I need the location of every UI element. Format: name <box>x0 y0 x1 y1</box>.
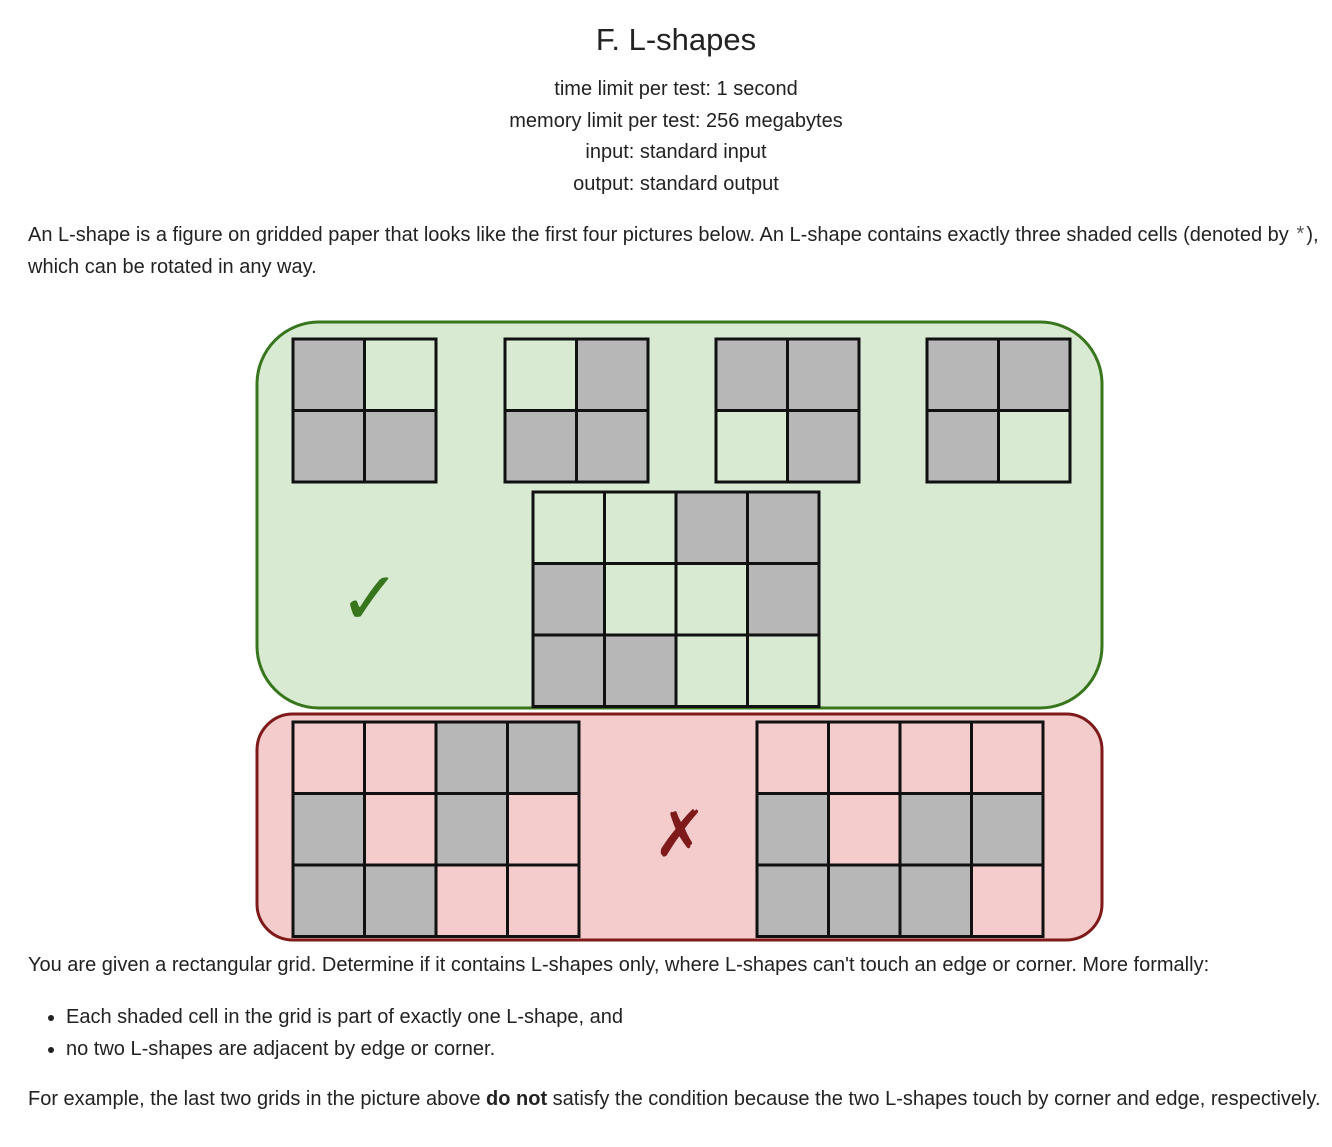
valid-grid-5 <box>533 492 819 707</box>
empty-cell <box>748 635 820 707</box>
cross-mark-icon: ✗ <box>653 798 707 872</box>
shaded-cell <box>927 411 999 483</box>
shaded-cell <box>436 722 508 794</box>
statement-paragraph-3 <box>28 1084 1328 1114</box>
shaded-cell <box>505 411 577 483</box>
valid-grid-1 <box>293 339 436 482</box>
shaded-cell <box>676 492 748 564</box>
empty-cell <box>436 865 508 937</box>
shaded-cell <box>508 722 580 794</box>
empty-cell <box>716 411 788 483</box>
valid-grid-3 <box>716 339 859 482</box>
shaded-cell <box>829 865 901 937</box>
problem-title: F. L-shapes <box>595 22 757 57</box>
shaded-cell <box>605 635 677 707</box>
invalid-grid-1 <box>293 722 579 937</box>
input-spec: input: standard input <box>585 141 767 163</box>
shaded-cell <box>900 794 972 866</box>
shaded-cell <box>900 865 972 937</box>
empty-cell <box>293 722 365 794</box>
statement-text-1a: An L-shape is a figure on gridded paper that looks like the first four pictures below. An L-shape contains exactly three shaded cells (denoted by <box>28 224 1295 246</box>
shaded-cell <box>577 339 649 411</box>
shaded-cell <box>293 865 365 937</box>
shaded-cell <box>293 794 365 866</box>
statement-text-1b: ), which can be rotated in any way. <box>28 224 1319 278</box>
output-spec: output: standard output <box>573 173 779 195</box>
empty-cell <box>676 564 748 636</box>
shaded-cell <box>757 794 829 866</box>
shaded-cell <box>533 635 605 707</box>
memory-limit: memory limit per test: 256 megabytes <box>509 110 843 132</box>
shaded-cell <box>533 564 605 636</box>
empty-cell <box>676 635 748 707</box>
shaded-cell <box>788 411 860 483</box>
shaded-cell <box>748 564 820 636</box>
shaded-cell <box>293 339 365 411</box>
shaded-cell <box>788 339 860 411</box>
empty-cell <box>605 564 677 636</box>
statement-text-3a: For example, the last two grids in the picture above <box>28 1088 487 1110</box>
shaded-cell <box>757 865 829 937</box>
empty-cell <box>505 339 577 411</box>
empty-cell <box>829 794 901 866</box>
empty-cell <box>365 722 437 794</box>
shaded-cell <box>927 339 999 411</box>
empty-cell <box>365 339 437 411</box>
shaded-cell <box>999 339 1071 411</box>
shaded-cell <box>748 492 820 564</box>
shaded-cell <box>365 411 437 483</box>
empty-cell <box>508 794 580 866</box>
condition-item-1: • Each shaded cell in the grid is part of exactly one L-shape, and <box>66 1001 623 1033</box>
empty-cell <box>508 865 580 937</box>
empty-cell <box>829 722 901 794</box>
do-not-emphasis: do not <box>486 1088 548 1110</box>
shaded-cell <box>436 794 508 866</box>
condition-item-2: • no two L-shapes are adjacent by edge or corner. <box>66 1033 623 1065</box>
empty-cell <box>972 865 1044 937</box>
star-symbol: * <box>1294 225 1307 248</box>
invalid-grid-2 <box>757 722 1043 937</box>
shaded-cell <box>365 865 437 937</box>
shaded-cell <box>293 411 365 483</box>
empty-cell <box>972 722 1044 794</box>
empty-cell <box>533 492 605 564</box>
shaded-cell <box>716 339 788 411</box>
empty-cell <box>900 722 972 794</box>
shaded-cell <box>577 411 649 483</box>
conditions-list <box>28 1001 623 1065</box>
time-limit: time limit per test: 1 second <box>554 78 798 100</box>
statement-text-3b: satisfy the condition because the two L-shapes touch by corner and edge, respectively. <box>547 1088 1321 1110</box>
valid-grid-4 <box>927 339 1070 482</box>
empty-cell <box>365 794 437 866</box>
shaded-cell <box>972 794 1044 866</box>
empty-cell <box>757 722 829 794</box>
valid-grid-2 <box>505 339 648 482</box>
check-mark-icon: ✓ <box>338 556 402 642</box>
empty-cell <box>999 411 1071 483</box>
statement-paragraph-2: You are given a rectangular grid. Determine if it contains L-shapes only, where L-shapes can't touch an edge or corner. More formally: <box>28 954 1210 976</box>
empty-cell <box>605 492 677 564</box>
